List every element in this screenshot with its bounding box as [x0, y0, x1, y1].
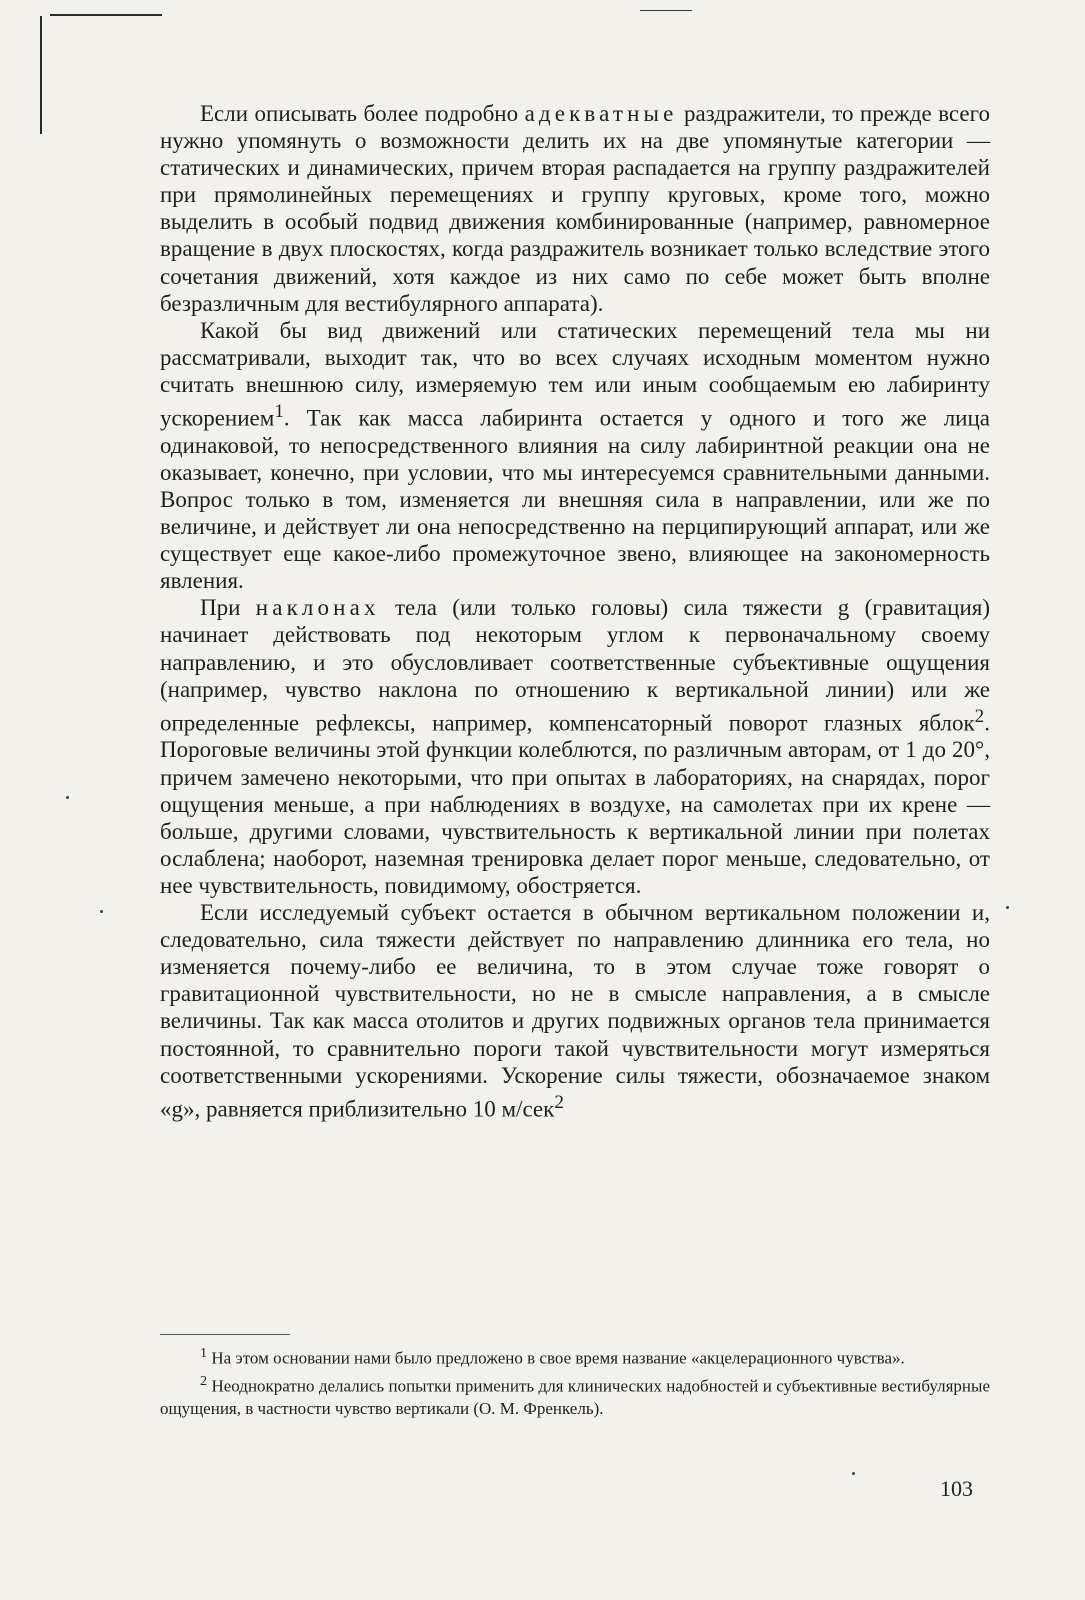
paragraph-3-text-c: . Пороговые величины этой функции колеблются, по различным авторам, от 1 до 20°, причем замечено некоторыми, что при опытах в лабораториях, на снарядах, порог ощущения меньше, а при наблюдениях в воздухе, на самолетах при их крене — больше, другими словами, чувствительность к вертикальной линии при полетах ослаблена; наоборот, наземная тренировка делает порог меньше, следовательно, от нее чувствительность, повидимому, обостряется. [160, 710, 990, 898]
scan-border-top [50, 14, 162, 16]
footnotes [160, 1342, 990, 1421]
paragraph-2-text-a: Какой бы вид движений или статических перемещений тела мы ни рассматривали, выходит так, что во всех случаях исходным моментом нужно считать внешнюю силу, измеряемую тем или иным сообщаемым ею лабиринту ускорением [160, 317, 990, 431]
page-number: 103 [940, 1476, 973, 1501]
emphasis-tilts: наклонах [255, 595, 380, 621]
scan-speck [100, 910, 103, 913]
paragraph-1-text-a: Если описывать более подробно [200, 101, 525, 126]
footnote-2 [160, 1370, 990, 1421]
scan-border-left [40, 16, 42, 134]
footnote-2-mark: 2 [200, 1373, 208, 1390]
paragraph-2-text-b: . Так как масса лабиринта остается у одного и того же лица одинаковой, то непосредственного влияния на силу лабиринтной реакции она не оказывает, конечно, при условии, что мы интересуемся сравнительными данными. Вопрос только в том, изменяется ли внешняя сила в направлении, или же по величине, и действует ли она непосредственно на перципирующий аппарат, или же существует еще какое-либо промежуточное звено, влияющее на закономерность явления. [160, 405, 990, 594]
footnote-divider [160, 1334, 290, 1335]
paragraph-4 [160, 899, 990, 1122]
paragraph-3-text-b: тела (или только головы) сила тяжести g (гравитация) начинает действовать под некоторым углом к первоначальному своему направлению, и это обусловливает соответственные субъективные ощущения (например, чувство наклона по отношению к вертикальной линии) или же определенные рефлексы, например, компенсаторный поворот глазных яблок [160, 595, 990, 736]
paragraph-3-text-a: При [200, 595, 256, 621]
main-text [160, 100, 990, 1122]
scan-mark-top [640, 10, 692, 11]
emphasis-adequate: адекватные [524, 101, 678, 126]
unit-exponent: 2 [554, 1091, 564, 1113]
footnote-ref-2: 2 [974, 705, 985, 727]
footnote-2-text: Неоднократно делались попытки применить для клинических надобностей и субъективные вестибулярные ощущения, в частности чувство вертикали (О. М. Френкель). [160, 1376, 990, 1419]
paragraph-1-text-b: раздражители, то прежде всего нужно упомянуть о возможности делить их на две упомянутые категории — статических и динамических, причем вторая распадается на группу раздражителей при прямолинейных перемещениях и группу круговых, кроме того, можно выделить в особый подвид движения комбинированные (например, равномерное вращение в двух плоскостях, когда раздражитель возникает только вследствие этого сочетания движений, хотя каждое из них само по себе может быть вполне безразличным для вестибулярного аппарата). [160, 101, 990, 316]
paragraph-3 [160, 594, 990, 899]
footnote-1-text: На этом основании нами было предложено в свое время название «акцелерационного чувства». [207, 1348, 905, 1368]
paragraph-4-text-a: Если исследуемый субъект остается в обычном вертикальном положении и, следовательно, сила тяжести действует по направлению длинника его тела, но изменяется почему-либо ее величина, то в этом случае тоже говорят о гравитационной чувствительности, но не в смысле направления, а в смысле величины. Так как масса отолитов и других подвижных органов тела принимается постоянной, то сравнительно пороги такой чувствительности могут измеряться соответственными ускорениями. Ускорение силы тяжести, обозначаемое знаком «g», равняется приблизительно 10 м/сек [160, 900, 990, 1122]
scan-speck [1006, 906, 1009, 909]
footnote-1-mark: 1 [200, 1345, 208, 1361]
footnote-1 [160, 1342, 990, 1370]
scan-speck [852, 1472, 855, 1475]
scan-speck [66, 796, 69, 799]
paragraph-1 [160, 100, 990, 317]
footnote-ref-1: 1 [274, 401, 284, 423]
paragraph-2 [160, 317, 990, 595]
